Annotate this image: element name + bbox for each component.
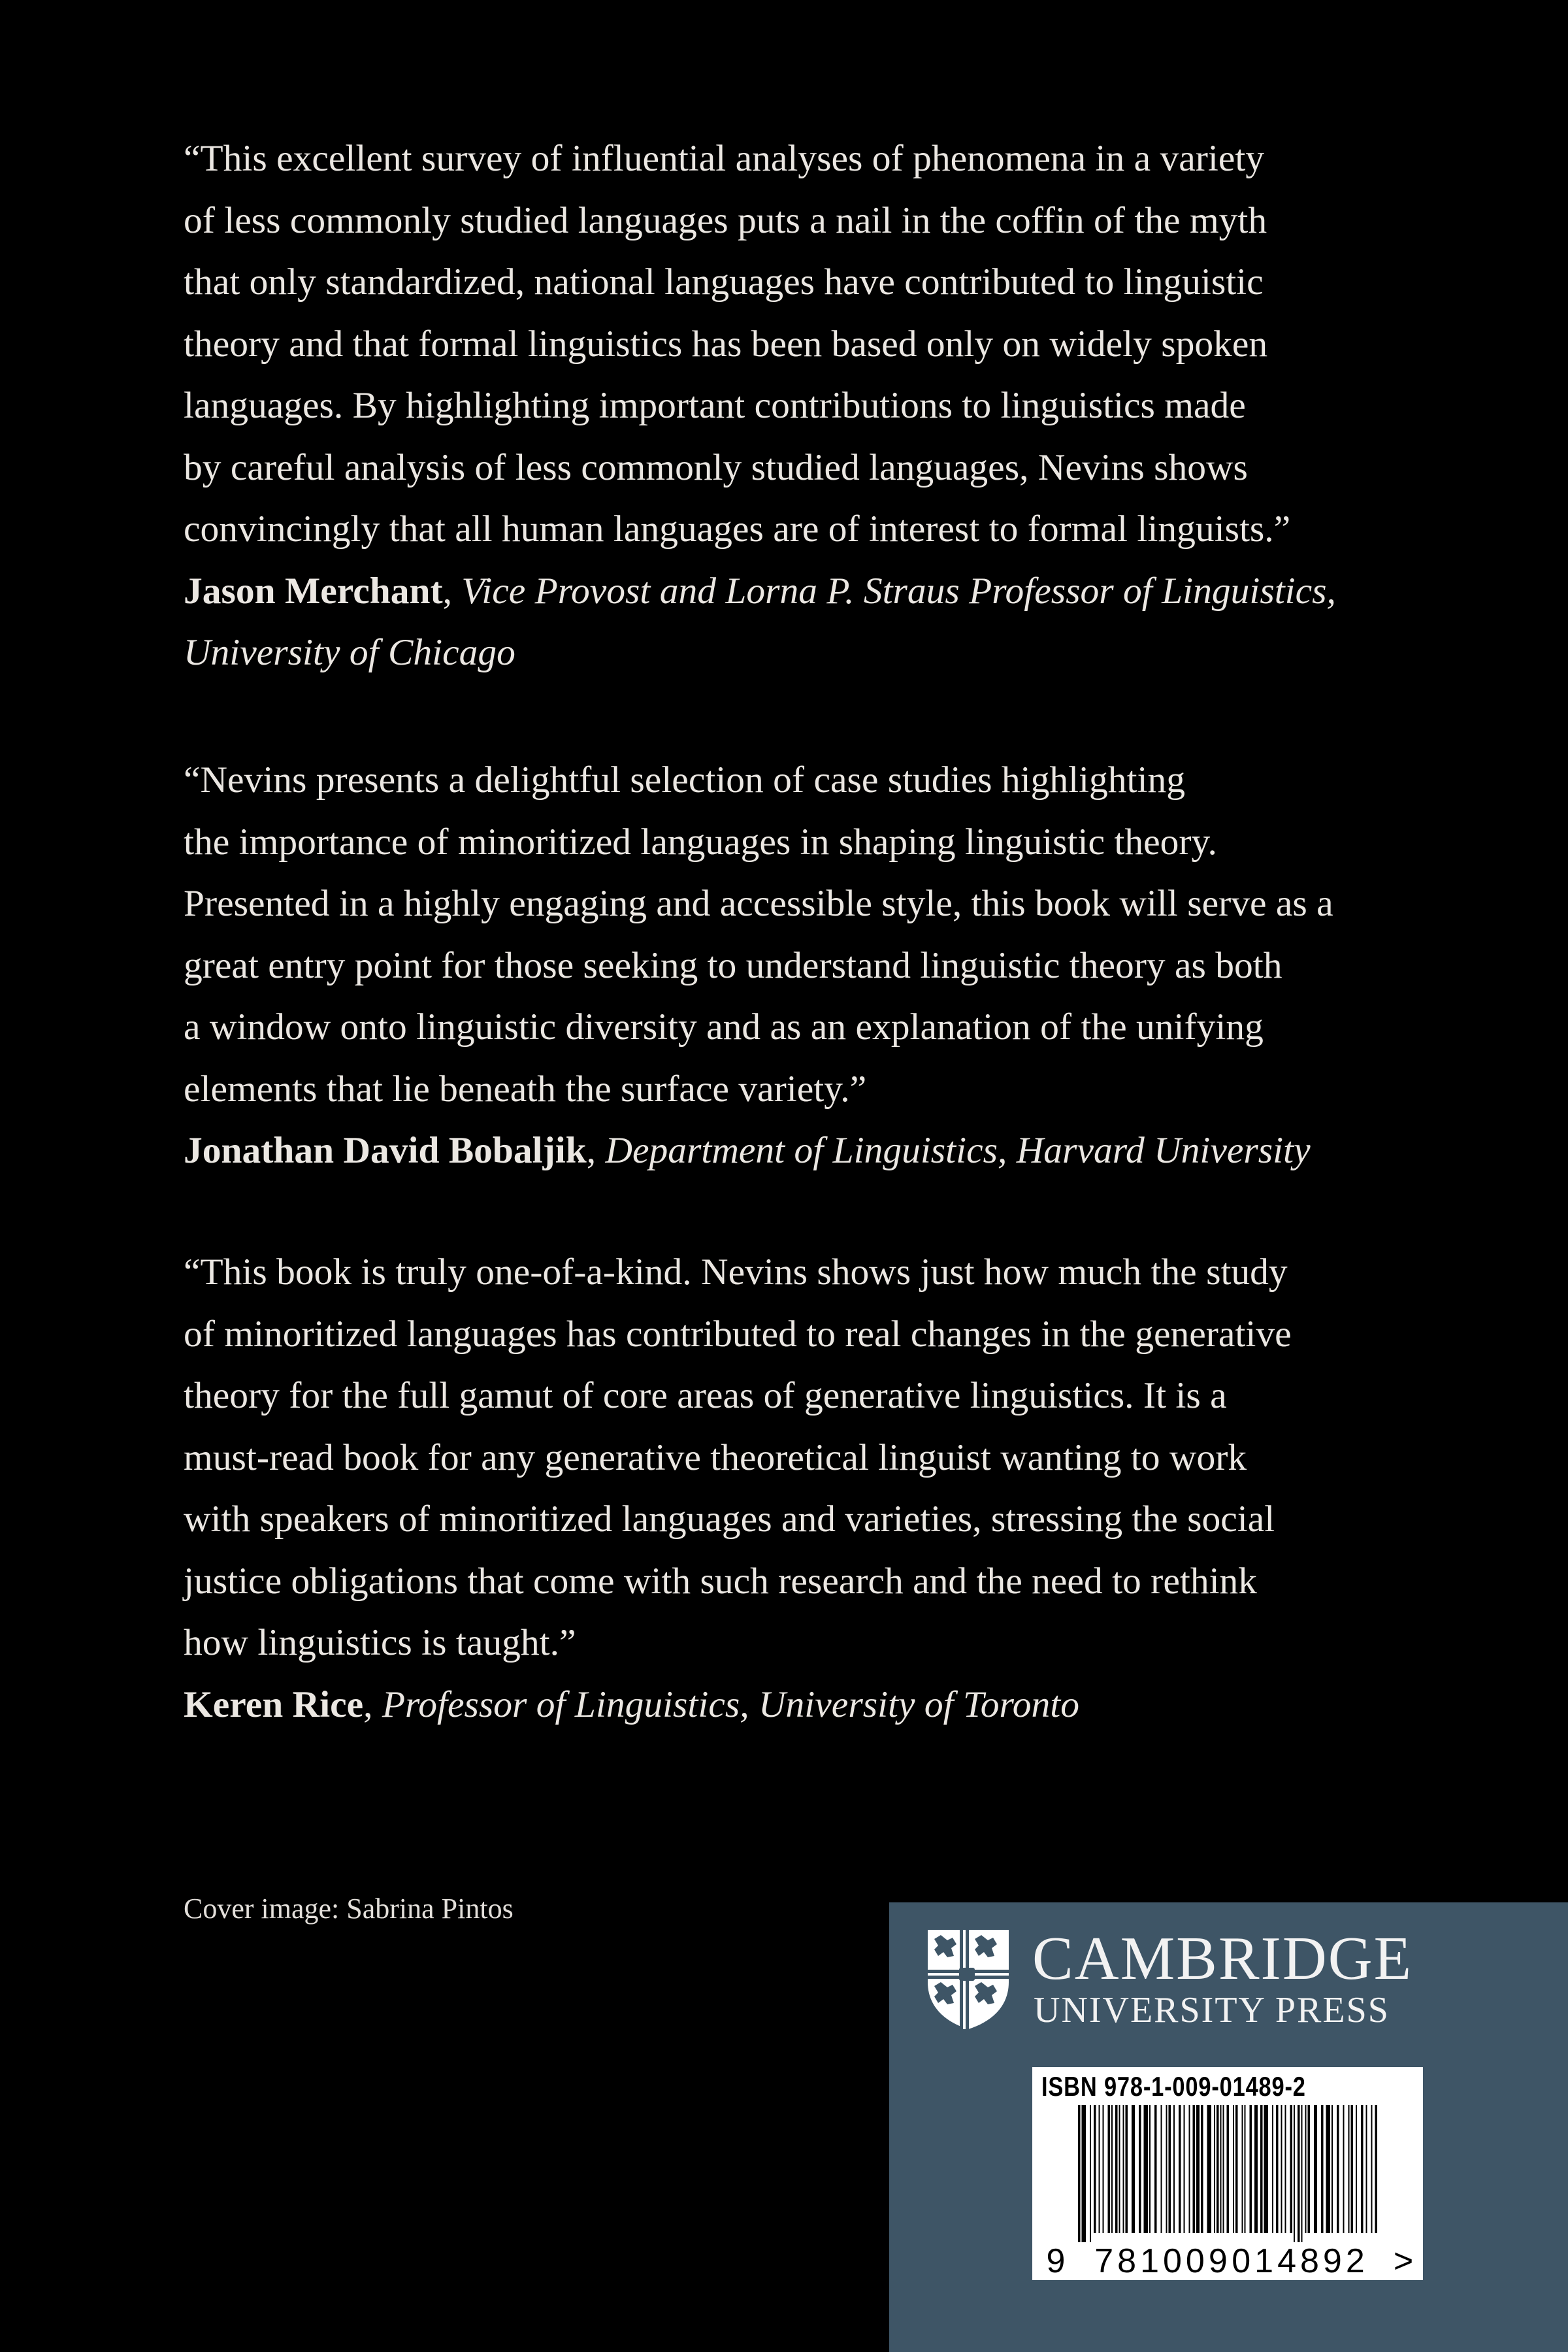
review-3-line: “This book is truly one-of-a-kind. Nevins shows just how much the study [184, 1251, 1288, 1293]
barcode-bar [1264, 2105, 1269, 2233]
barcode-bar [1375, 2105, 1378, 2233]
barcode-digit-lead: 9 [1046, 2242, 1066, 2280]
barcode-bar [1314, 2105, 1317, 2233]
review-2-line: great entry point for those seeking to understand linguistic theory as both [184, 944, 1282, 986]
barcode-bar [1201, 2105, 1203, 2233]
review-3-line: must-read book for any generative theoretical linguist wanting to work [184, 1436, 1247, 1478]
review-1 [184, 128, 1438, 684]
publisher-name: CAMBRIDGE [1032, 1925, 1413, 1993]
review-1-line: by careful analysis of less commonly studied languages, Nevins shows [184, 446, 1248, 488]
barcode-bar [1298, 2105, 1300, 2242]
barcode-bar [1115, 2105, 1118, 2233]
review-2-line: Presented in a highly engaging and accessible style, this book will serve as a [184, 883, 1333, 924]
barcode-bars [1032, 2105, 1423, 2242]
barcode-bar [1126, 2105, 1128, 2233]
barcode-bar [1235, 2105, 1238, 2233]
barcode-bar [1301, 2105, 1303, 2242]
barcode-bar [1331, 2105, 1333, 2233]
barcode-bar [1099, 2105, 1100, 2233]
publisher-subtitle: UNIVERSITY PRESS [1034, 1990, 1390, 2030]
review-3-line: justice obligations that come with such research and the need to rethink [184, 1560, 1258, 1602]
barcode-bar [1371, 2105, 1373, 2233]
barcode-bar [1326, 2105, 1331, 2233]
barcode-bar [1233, 2105, 1234, 2233]
barcode-bar [1078, 2105, 1081, 2242]
barcode-bar [1351, 2105, 1354, 2233]
review-2-line: a window onto linguistic diversity and as an explanation of the unifying [184, 1006, 1264, 1048]
cover-image-credit: Cover image: Sabrina Pintos [184, 1893, 514, 1925]
review-1-line: languages. By highlighting important contributions to linguistics made [184, 385, 1246, 426]
barcode-bar [1123, 2105, 1124, 2233]
barcode-bar [1250, 2105, 1252, 2233]
barcode-bar [1207, 2105, 1212, 2233]
review-3-line: of minoritized languages has contributed to real changes in the generative [184, 1313, 1292, 1355]
reviewer-name: Keren Rice [184, 1683, 364, 1725]
barcode-bar [1173, 2105, 1175, 2233]
publisher-panel [889, 1902, 1568, 2352]
barcode-bar [1361, 2105, 1364, 2233]
barcode-bar [1272, 2105, 1273, 2233]
barcode-bar [1196, 2105, 1200, 2233]
review-1-line: of less commonly studied languages puts a nail in the coffin of the myth [184, 199, 1267, 241]
review-2-attribution: Jonathan David Bobaljik, Department of Linguistics, Harvard University [184, 1130, 1311, 1171]
barcode-bar [1139, 2105, 1141, 2233]
barcode-bar [1161, 2105, 1162, 2233]
barcode-bar [1119, 2105, 1120, 2233]
barcode-bar [1356, 2105, 1357, 2233]
reviewer-role: Department of Linguistics, Harvard University [605, 1130, 1311, 1171]
review-1-line: convincingly that all human languages are of interest to formal linguists.” [184, 508, 1291, 550]
barcode-bar [1111, 2105, 1113, 2233]
barcode-bar [1305, 2105, 1307, 2233]
review-1-line: theory and that formal linguistics has been based only on widely spoken [184, 323, 1268, 365]
barcode-bar [1366, 2105, 1367, 2233]
barcode-bar [1179, 2105, 1181, 2233]
barcode-bar [1103, 2105, 1104, 2233]
review-2-line: the importance of minoritized languages in shaping linguistic theory. [184, 821, 1217, 863]
barcode-bar [1108, 2105, 1111, 2233]
reviewer-name: Jonathan David Bobaljik [184, 1130, 587, 1171]
barcode-bar [1094, 2105, 1096, 2233]
reviewer-role: Vice Provost and Lorna P. Straus Professor of Linguistics, [461, 570, 1336, 612]
barcode-bar [1281, 2105, 1282, 2233]
barcode-bar [1285, 2105, 1286, 2233]
isbn-label: ISBN 978-1-009-01489-2 [1041, 2071, 1306, 2102]
review-2 [184, 750, 1438, 1182]
barcode-bar [1220, 2105, 1222, 2233]
barcode-bar [1321, 2105, 1324, 2233]
review-3-line: how linguistics is taught.” [184, 1622, 576, 1663]
barcode-digits-right: 014892 [1232, 2242, 1369, 2280]
review-3-line: theory for the full gamut of core areas of generative linguistics. It is a [184, 1375, 1227, 1416]
barcode-bar [1343, 2105, 1345, 2233]
review-1-attribution: Jason Merchant, Vice Provost and Lorna P. Straus Professor of Linguistics, [184, 570, 1336, 612]
reviewer-role-continued: University of Chicago [184, 632, 515, 673]
barcode-bar [1169, 2105, 1171, 2233]
barcode-bar [1217, 2105, 1219, 2233]
barcode-bar [1149, 2105, 1151, 2233]
barcode-bar [1294, 2105, 1295, 2242]
barcode-bar [1348, 2105, 1350, 2233]
barcode-bar [1223, 2105, 1224, 2233]
barcode-bar [1214, 2105, 1215, 2233]
barcode-bar [1276, 2105, 1279, 2233]
barcode-bar [1254, 2105, 1258, 2233]
review-1-line: “This excellent survey of influential analyses of phenomena in a variety [184, 138, 1265, 179]
barcode-bar [1132, 2105, 1135, 2233]
review-1-line: that only standardized, national languages have contributed to linguistic [184, 261, 1264, 303]
barcode-bar [1189, 2105, 1190, 2233]
barcode-bar [1166, 2105, 1168, 2233]
review-2-line: elements that lie beneath the surface variety.” [184, 1068, 867, 1110]
reviewer-role: Professor of Linguistics, University of Toronto [382, 1683, 1079, 1725]
barcode-bar [1245, 2105, 1246, 2233]
barcode-bar [1242, 2105, 1243, 2233]
barcode-digits [1032, 2238, 1423, 2280]
barcode-bar [1290, 2105, 1293, 2233]
barcode-digits-left: 781009 [1094, 2242, 1232, 2280]
barcode-bar [1154, 2105, 1157, 2233]
barcode-digit-trail: > [1393, 2242, 1414, 2280]
barcode-bar [1337, 2105, 1339, 2233]
review-3 [184, 1242, 1438, 1736]
reviewer-name: Jason Merchant [184, 570, 443, 612]
barcode-bar [1308, 2105, 1311, 2233]
review-2-line: “Nevins presents a delightful selection of case studies highlighting [184, 759, 1185, 801]
barcode-bar [1082, 2105, 1086, 2242]
barcode-bar [1227, 2105, 1230, 2233]
isbn-barcode [1032, 2067, 1423, 2280]
barcode-bar [1090, 2105, 1091, 2242]
cambridge-crest-icon [925, 1927, 1011, 2030]
barcode-bar [1144, 2105, 1149, 2233]
review-3-attribution: Keren Rice, Professor of Linguistics, University of Toronto [184, 1683, 1079, 1725]
review-3-line: with speakers of minoritized languages and varieties, stressing the social [184, 1499, 1275, 1540]
barcode-bar [1260, 2105, 1263, 2233]
barcode-bar [1193, 2105, 1196, 2233]
barcode-bar [1184, 2105, 1185, 2233]
